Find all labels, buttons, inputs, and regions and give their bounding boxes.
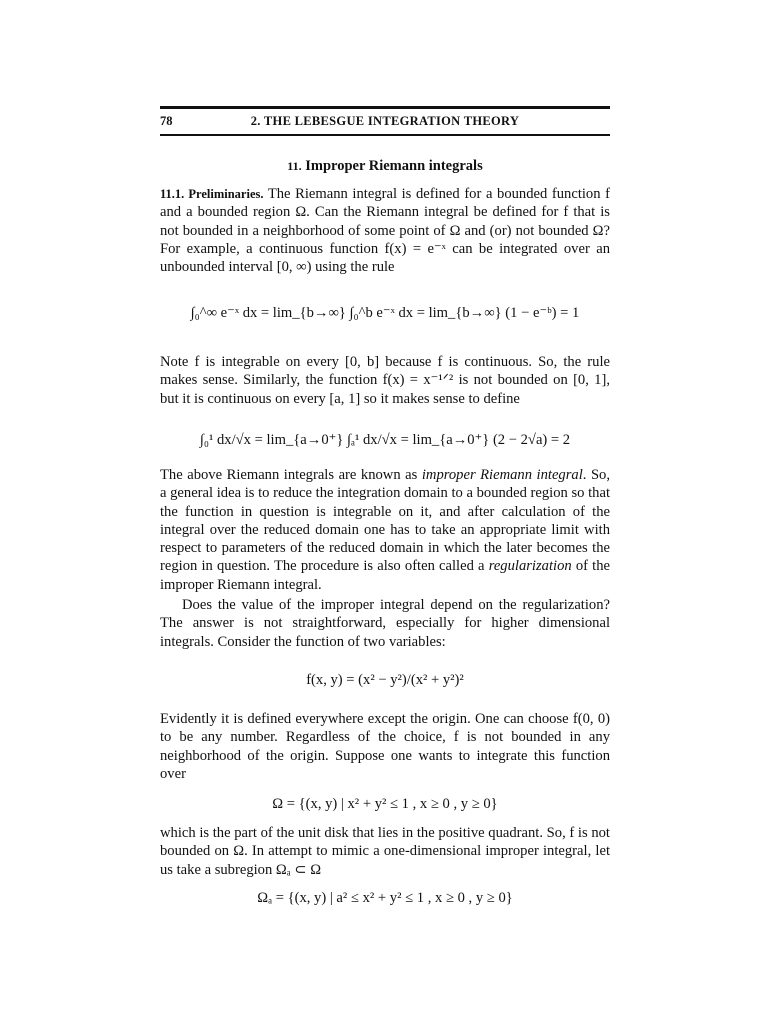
paragraph-4-text: Does the value of the improper integral depend on the regularization? The answer is not straightforward, especially for higher dimensional integrals. Consider the function of two variables: — [160, 597, 610, 650]
chapter-title: 2. THE LEBESGUE INTEGRATION THEORY — [250, 114, 520, 128]
page-number: 78 — [160, 114, 173, 128]
equation-3 — [160, 672, 610, 689]
equation-5 — [160, 890, 610, 907]
equation-3-text: f(x, y) = (x² − y²)/(x² + y²)² — [306, 672, 464, 688]
paragraph-3-text-a: The above Riemann integrals are known as — [160, 467, 422, 483]
regularization-term: regularization — [488, 558, 572, 575]
book-page — [160, 0, 610, 1024]
header-bottom-rule — [160, 134, 610, 136]
improper-riemann-integral-term: improper Riemann integral — [421, 467, 583, 483]
paragraph-5-text: Evidently it is defined everywhere except the origin. One can choose f(0, 0) to be any number. Regardless of the choice, f is not bounded in any neighborhood of the origin. Suppose one wants to integrate this function over — [160, 711, 610, 782]
equation-4-text: Ω = {(x, y) | x² + y² ≤ 1 , x ≥ 0 , y ≥ 0} — [272, 796, 498, 812]
paragraph-5 — [160, 710, 610, 783]
running-header — [160, 114, 610, 132]
section-heading — [160, 158, 610, 175]
equation-5-text: Ωₐ = {(x, y) | a² ≤ x² + y² ≤ 1 , x ≥ 0 , y ≥ 0} — [257, 890, 513, 906]
paragraph-3-text-b: . So, a general idea is to reduce the integration domain to a bounded region so that the function in question is integrable on it, and after calculation of the integral over the reduced domain one has to take an appropriate limit with respect to parameters of the reduced domain in which the later becomes the region in question. The procedure is also often called a — [160, 467, 610, 575]
paragraph-2 — [160, 353, 610, 408]
equation-2 — [160, 431, 610, 449]
paragraph-1-text: The Riemann integral is defined for a bounded function f and a bounded region Ω. Can the Riemann integral be defined for f that is not bounded in a neighborhood of some point of Ω and (or) not bounded Ω? For example, a continuous function f(x) = e⁻ˣ can be integrated over an unbounded interval [0, ∞) using the rule — [160, 186, 610, 276]
header-top-rule — [160, 106, 610, 109]
equation-2-text: ∫₀¹ dx/√x = lim_{a→0⁺} ∫ₐ¹ dx/√x = lim_{a→0⁺} (2 − 2√a) = 2 — [199, 432, 571, 448]
paragraph-6-text: which is the part of the unit disk that lies in the positive quadrant. So, f is not bounded on Ω. In attempt to mimic a one-dimensional improper integral, let us take a subregion Ωₐ ⊂ Ω — [160, 825, 610, 878]
equation-1 — [160, 304, 610, 322]
subsection-label: 11.1. Preliminaries. — [160, 187, 264, 201]
paragraph-preliminaries — [160, 185, 610, 276]
paragraph-6 — [160, 824, 610, 879]
paragraph-4 — [160, 596, 610, 651]
section-title: Improper Riemann integrals — [305, 158, 483, 174]
section-number: 11. — [287, 159, 302, 173]
paragraph-3-text-c: of the improper Riemann integral. — [160, 558, 610, 593]
paragraph-2-text: Note f is integrable on every [0, b] because f is continuous. So, the rule makes sense. Similarly, the function f(x) = x⁻¹ᐟ² is not bounded on [0, 1], but it is continuous on every [a, 1] so it makes sense to define — [160, 354, 610, 407]
equation-1-text: ∫₀^∞ e⁻ˣ dx = lim_{b→∞} ∫₀^b e⁻ˣ dx = lim_{b→∞} (1 − e⁻ᵇ) = 1 — [190, 305, 580, 321]
equation-4 — [160, 796, 610, 813]
paragraph-3 — [160, 466, 610, 594]
